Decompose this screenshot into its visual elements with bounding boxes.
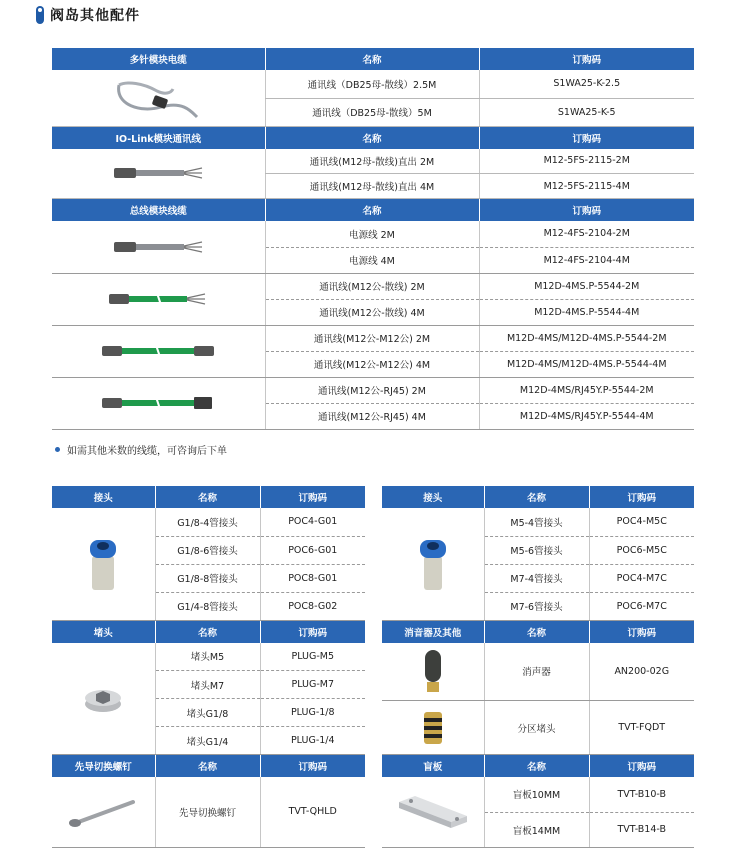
table-row (52, 70, 694, 98)
header-category: IO-Link模块通讯线 (52, 126, 265, 149)
product-name: 电源线 2M (265, 221, 479, 247)
header-code: 订购码 (589, 755, 694, 778)
header-name: 名称 (484, 620, 589, 643)
m12-cable-image (52, 149, 265, 199)
order-code: M12-4FS-2104-2M (479, 221, 694, 247)
header-code: 订购码 (479, 48, 694, 70)
order-code: PLUG-M7 (260, 671, 365, 699)
order-code: S1WA25-K-2.5 (479, 70, 694, 98)
header-name: 名称 (265, 48, 479, 70)
header-name: 名称 (155, 755, 260, 778)
header-name: 名称 (484, 755, 589, 778)
product-name: 通讯线(M12公-散线) 4M (265, 299, 479, 325)
header-category: 盲板 (382, 755, 484, 778)
header-category: 堵头 (52, 620, 155, 643)
order-code: TVT-QHLD (260, 777, 365, 847)
product-name: 盲板14MM (484, 812, 589, 847)
header-name: 名称 (265, 126, 479, 149)
section-header (52, 486, 365, 508)
order-code: POC6-G01 (260, 536, 365, 564)
bullet-icon (55, 447, 60, 452)
product-name: G1/4-8管接头 (155, 592, 260, 620)
header-category: 总线模块线缆 (52, 199, 265, 222)
cable-length-note (55, 442, 227, 457)
order-code: TVT-FQDT (589, 701, 694, 755)
product-name: 先导切换螺钉 (155, 777, 260, 847)
section-header (382, 755, 694, 778)
product-name: 通讯线（DB25母-散线）5M (265, 98, 479, 126)
order-code: M12D-4MS/M12D-4MS.P-5544-2M (479, 325, 694, 351)
order-code: POC4-M7C (589, 564, 694, 592)
page-title: 阀岛其他配件 (50, 8, 140, 24)
product-name: 通讯线(M12公-RJ45) 2M (265, 377, 479, 403)
product-name: 堵头G1/4 (155, 727, 260, 755)
silencer-image (382, 643, 484, 701)
product-name: M5-4管接头 (484, 508, 589, 536)
header-category: 消音器及其他 (382, 620, 484, 643)
order-code: PLUG-1/4 (260, 727, 365, 755)
header-code: 订购码 (260, 486, 365, 508)
power-cable-image (52, 221, 265, 273)
order-code: M12D-4MS.P-5544-2M (479, 273, 694, 299)
order-code: POC4-G01 (260, 508, 365, 536)
header-code: 订购码 (589, 486, 694, 508)
db25-cable-image (52, 70, 265, 126)
table-row (52, 149, 694, 174)
table-row (382, 701, 694, 755)
order-code: POC4-M5C (589, 508, 694, 536)
header-name: 名称 (484, 486, 589, 508)
header-code: 订购码 (260, 755, 365, 778)
table-row (52, 508, 365, 536)
order-code: AN200-02G (589, 643, 694, 701)
section-header (52, 755, 365, 778)
header-code: 订购码 (479, 126, 694, 149)
header-name: 名称 (155, 620, 260, 643)
product-name: 消声器 (484, 643, 589, 701)
order-code: M12D-4MS/RJ45Y.P-5544-4M (479, 403, 694, 429)
m12-m12-cable-image (52, 325, 265, 377)
header-code: 订购码 (589, 620, 694, 643)
zone-plug-image (382, 701, 484, 755)
product-name: 电源线 4M (265, 247, 479, 273)
product-name: 通讯线(M12母-散线)直出 2M (265, 149, 479, 174)
product-name: G1/8-8管接头 (155, 564, 260, 592)
product-name: 通讯线(M12母-散线)直出 4M (265, 174, 479, 199)
table-row (382, 777, 694, 812)
section-header (382, 620, 694, 643)
table-row (52, 777, 365, 847)
plug-image (52, 643, 155, 755)
order-code: TVT-B14-B (589, 812, 694, 847)
product-name: 堵头G1/8 (155, 699, 260, 727)
blank-plate-image (382, 777, 484, 847)
product-name: 分区堵头 (484, 701, 589, 755)
order-code: POC8-G01 (260, 564, 365, 592)
order-code: PLUG-M5 (260, 643, 365, 671)
order-code: POC6-M7C (589, 592, 694, 620)
table-row (382, 508, 694, 536)
order-code: POC6-M5C (589, 536, 694, 564)
header-category: 接头 (382, 486, 484, 508)
product-name: M7-4管接头 (484, 564, 589, 592)
pilot-screw-image (52, 777, 155, 847)
section-header (52, 620, 365, 643)
right-accessory-table (382, 486, 694, 848)
cable-section-header (52, 199, 694, 222)
order-code: M12D-4MS/M12D-4MS.P-5544-4M (479, 351, 694, 377)
order-code: M12D-4MS/RJ45Y.P-5544-2M (479, 377, 694, 403)
product-name: 堵头M7 (155, 671, 260, 699)
product-name: 通讯线(M12公-M12公) 2M (265, 325, 479, 351)
cable-table (52, 48, 694, 430)
header-category: 先导切换螺钉 (52, 755, 155, 778)
product-name: 通讯线(M12公-RJ45) 4M (265, 403, 479, 429)
note-text: 如需其他米数的线缆，可咨询后下单 (67, 446, 227, 457)
order-code: M12-5FS-2115-2M (479, 149, 694, 174)
header-category: 多针模块电缆 (52, 48, 265, 70)
product-name: 通讯线(M12公-M12公) 4M (265, 351, 479, 377)
header-code: 订购码 (260, 620, 365, 643)
product-name: 堵头M5 (155, 643, 260, 671)
left-accessory-table (52, 486, 365, 848)
m-push-fitting-image (382, 508, 484, 620)
table-row (52, 377, 694, 403)
product-name: M7-6管接头 (484, 592, 589, 620)
section-header (382, 486, 694, 508)
order-code: POC8-G02 (260, 592, 365, 620)
push-fitting-image (52, 508, 155, 620)
product-name: 盲板10MM (484, 777, 589, 812)
product-name: M5-6管接头 (484, 536, 589, 564)
order-code: M12-4FS-2104-4M (479, 247, 694, 273)
header-category: 接头 (52, 486, 155, 508)
order-code: M12-5FS-2115-4M (479, 174, 694, 199)
product-name: 通讯线(M12公-散线) 2M (265, 273, 479, 299)
order-code: TVT-B10-B (589, 777, 694, 812)
table-row (382, 643, 694, 701)
header-name: 名称 (155, 486, 260, 508)
m12-rj45-cable-image (52, 377, 265, 429)
header-name: 名称 (265, 199, 479, 222)
product-name: 通讯线（DB25母-散线）2.5M (265, 70, 479, 98)
page-title-block (36, 4, 140, 26)
table-row (52, 221, 694, 247)
product-name: G1/8-6管接头 (155, 536, 260, 564)
m12-open-cable-image (52, 273, 265, 325)
order-code: M12D-4MS.P-5544-4M (479, 299, 694, 325)
order-code: PLUG-1/8 (260, 699, 365, 727)
product-name: G1/8-4管接头 (155, 508, 260, 536)
header-code: 订购码 (479, 199, 694, 222)
table-row (52, 273, 694, 299)
title-marker-icon (36, 6, 44, 24)
table-row (52, 643, 365, 671)
cable-section-header (52, 48, 694, 70)
order-code: S1WA25-K-5 (479, 98, 694, 126)
cable-section-header (52, 126, 694, 149)
table-row (52, 325, 694, 351)
